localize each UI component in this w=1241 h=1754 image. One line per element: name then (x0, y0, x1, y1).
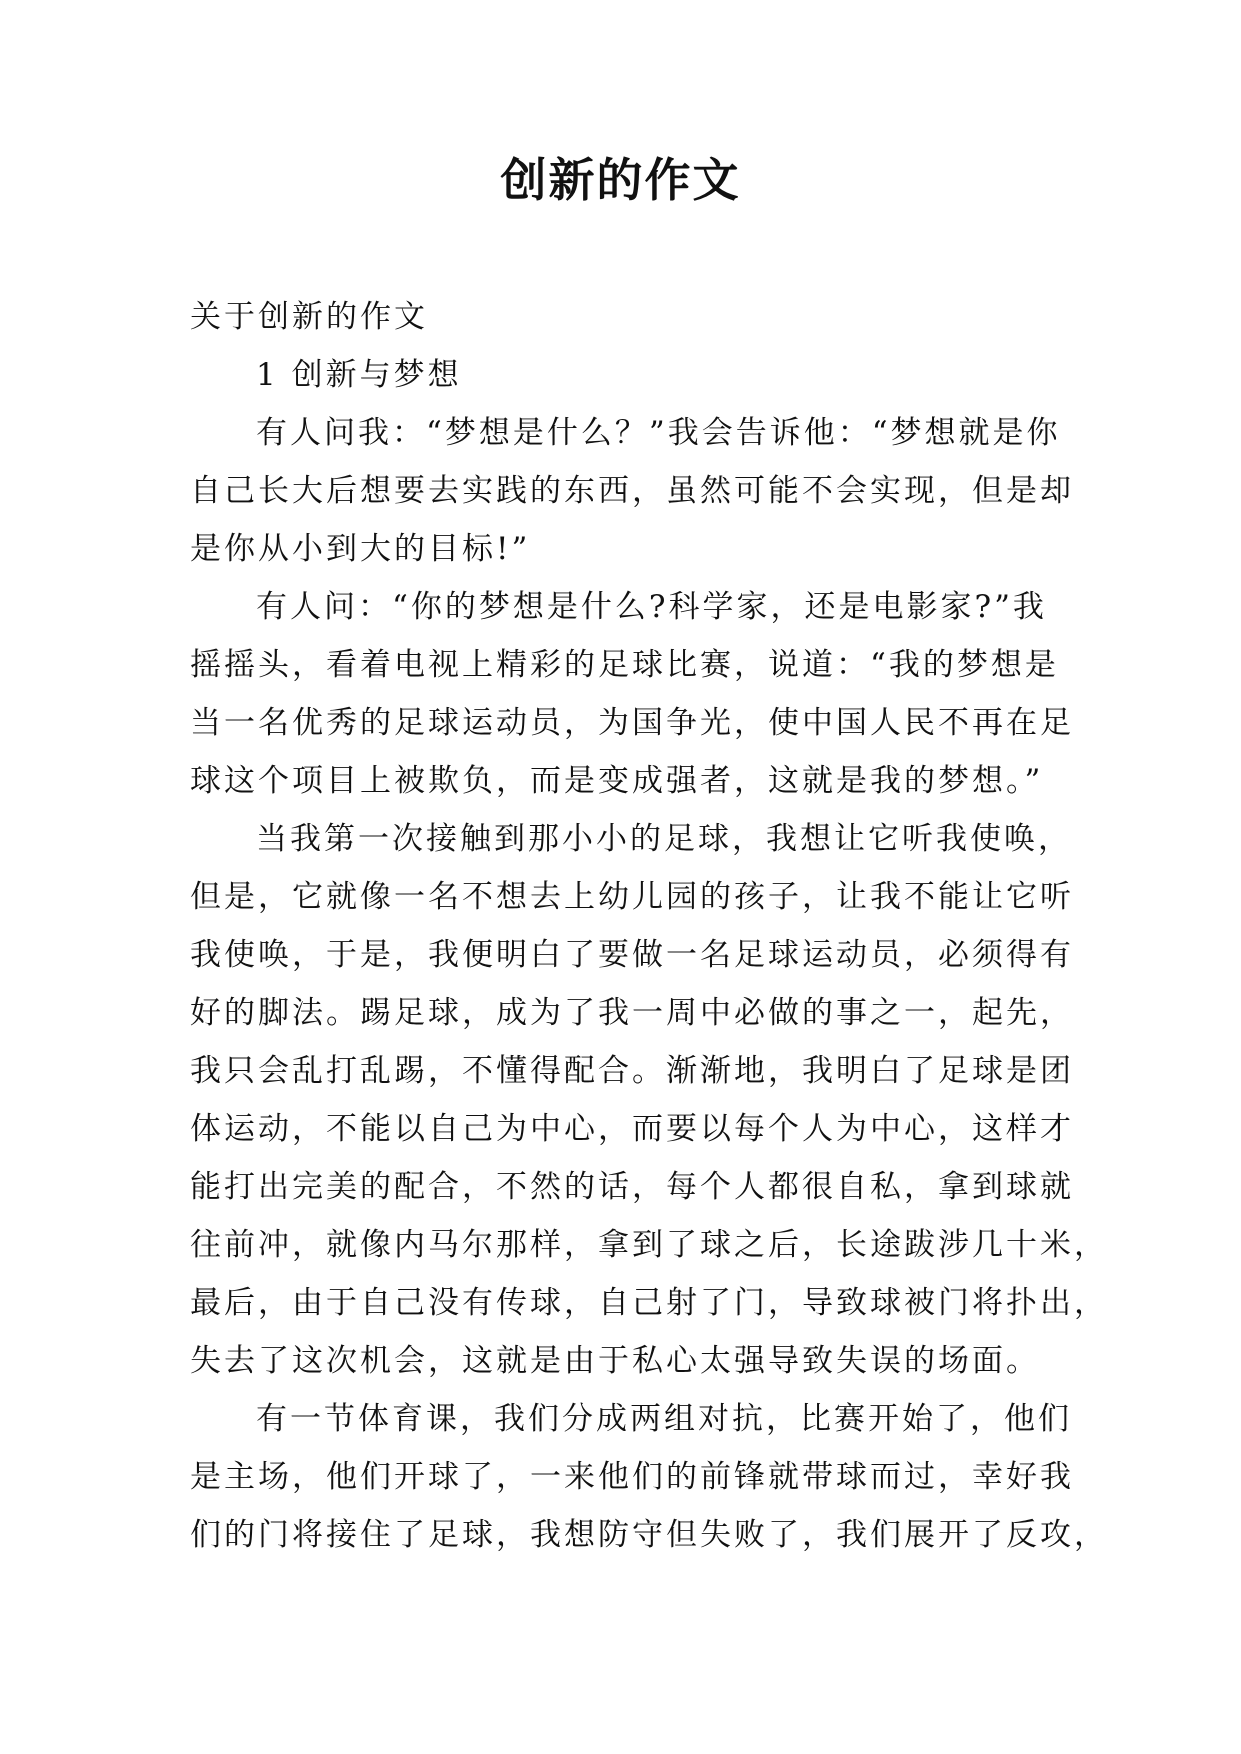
paragraph-line: 是主场，他们开球了，一来他们的前锋就带球而过，幸好我 (190, 1459, 1074, 1495)
paragraph-line: 有一节体育课，我们分成两组对抗，比赛开始了，他们 (256, 1401, 1072, 1437)
paragraph-line: 最后，由于自己没有传球，自己射了门，导致球被门将扑出， (190, 1285, 1108, 1321)
paragraph-line: 但是，它就像一名不想去上幼儿园的孩子，让我不能让它听 (190, 879, 1074, 915)
paragraph-line: 当一名优秀的足球运动员，为国争光，使中国人民不再在足 (190, 705, 1074, 741)
paragraph-line: 有人问我：“梦想是什么？”我会告诉他：“梦想就是你 (256, 415, 1061, 451)
paragraph-line: 我使唤，于是，我便明白了要做一名足球运动员，必须得有 (190, 937, 1074, 973)
paragraph-line: 自己长大后想要去实践的东西，虽然可能不会实现，但是却 (190, 473, 1074, 509)
paragraph-line: 球这个项目上被欺负，而是变成强者，这就是我的梦想。” (190, 763, 1044, 799)
paragraph-line: 失去了这次机会，这就是由于私心太强导致失误的场面。 (190, 1343, 1040, 1379)
paragraph-line: 当我第一次接触到那小小的足球，我想让它听我使唤， (256, 821, 1072, 857)
paragraph-line: 是你从小到大的目标!” (190, 531, 531, 567)
paragraph-line: 往前冲，就像内马尔那样，拿到了球之后，长途跋涉几十米， (190, 1227, 1108, 1263)
paragraph-line: 能打出完美的配合，不然的话，每个人都很自私，拿到球就 (190, 1169, 1074, 1205)
section-heading: 1 创新与梦想 (256, 357, 462, 393)
paragraph-line: 有人问：“你的梦想是什么?科学家，还是电影家?”我 (256, 589, 1047, 625)
document-title: 创新的作文 (500, 153, 741, 207)
paragraph-line: 好的脚法。踢足球，成为了我一周中必做的事之一，起先， (190, 995, 1074, 1031)
paragraph-line: 我只会乱打乱踢，不懂得配合。渐渐地，我明白了足球是团 (190, 1053, 1074, 1089)
paragraph-line: 体运动，不能以自己为中心，而要以每个人为中心，这样才 (190, 1111, 1074, 1147)
document-body (190, 288, 1108, 1564)
paragraph-line: 们的门将接住了足球，我想防守但失败了，我们展开了反攻， (190, 1517, 1108, 1553)
paragraph-line: 摇摇头，看着电视上精彩的足球比赛，说道：“我的梦想是 (190, 647, 1059, 683)
subtitle-line: 关于创新的作文 (190, 299, 428, 335)
